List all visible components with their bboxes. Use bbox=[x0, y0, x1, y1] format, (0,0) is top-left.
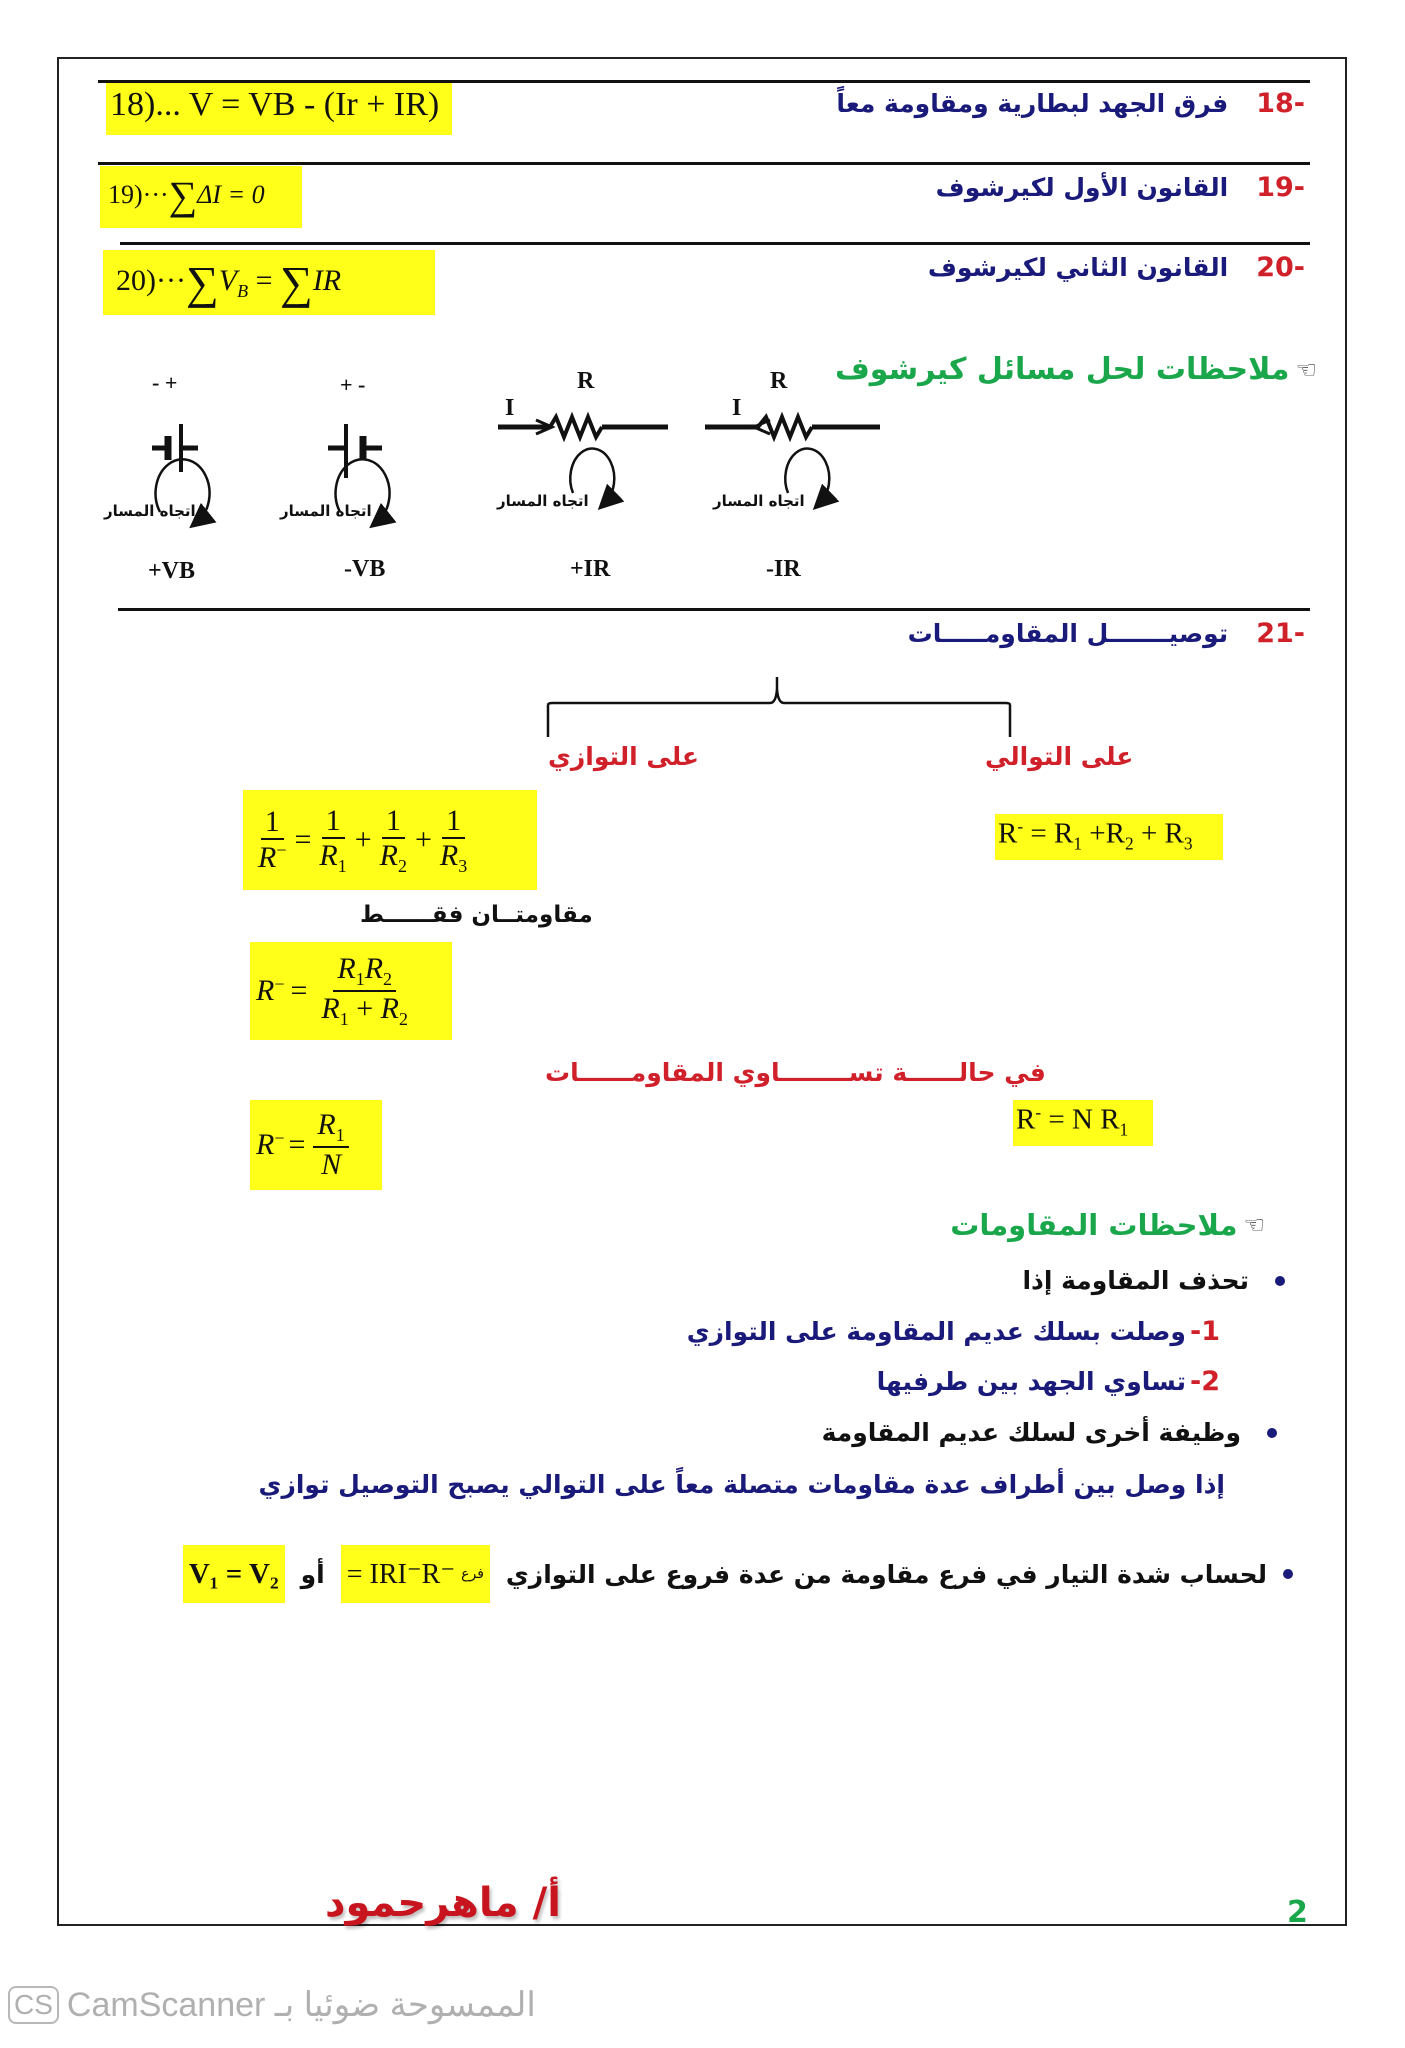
heading-text: ملاحظات المقاومات bbox=[950, 1208, 1238, 1242]
sum-symbol: ∑ bbox=[168, 173, 198, 218]
sum-symbol: ∑ bbox=[185, 257, 219, 308]
denominator bbox=[317, 992, 412, 1030]
branch-subscript: فرع bbox=[461, 1566, 484, 1582]
fraction bbox=[315, 804, 350, 877]
term: + R bbox=[1140, 817, 1184, 850]
fraction bbox=[376, 804, 411, 877]
superscript: - bbox=[1017, 816, 1024, 836]
equal-parallel-formula bbox=[256, 1102, 353, 1188]
series-formula bbox=[998, 816, 1193, 854]
item-number: -19 bbox=[1256, 172, 1305, 203]
resistor-symbol-backward bbox=[705, 417, 880, 503]
numerator: 1 bbox=[382, 804, 405, 839]
fraction bbox=[313, 1108, 348, 1182]
term: R bbox=[380, 992, 399, 1026]
resistance-notes-heading bbox=[950, 1208, 1265, 1242]
subscript: 2 bbox=[1125, 833, 1134, 854]
bullet-row-branch-current bbox=[188, 1545, 1293, 1603]
page-number: 2 bbox=[1287, 1895, 1308, 1930]
resistor-label: R bbox=[770, 368, 788, 394]
rhs: N R bbox=[1072, 1103, 1120, 1136]
superscript: − bbox=[274, 974, 285, 994]
numbered-item bbox=[687, 1316, 1220, 1347]
sign-label: +IR bbox=[570, 556, 611, 582]
equals: = bbox=[255, 264, 273, 297]
item-number: -20 bbox=[1256, 252, 1305, 283]
formula-body: ΔI = 0 bbox=[197, 180, 265, 209]
branch-current-formula bbox=[341, 1545, 490, 1603]
item-18-title-row bbox=[836, 88, 1305, 119]
sign-label: -VB bbox=[344, 556, 386, 582]
lhs: R bbox=[1016, 1103, 1036, 1136]
item-text: وصلت بسلك عديم المقاومة على التوازي bbox=[686, 1317, 1186, 1346]
subscript: 1 bbox=[355, 969, 365, 990]
subscript: 3 bbox=[1183, 833, 1193, 854]
equals: = bbox=[294, 823, 312, 856]
equal-series-formula bbox=[1016, 1102, 1128, 1140]
author-signature: أ/ ماهرحمود bbox=[325, 1880, 561, 1926]
sign-label: -IR bbox=[766, 556, 801, 582]
bullet-item bbox=[822, 1418, 1277, 1447]
voltage-equal-formula: V₁ = V₂ bbox=[183, 1545, 285, 1603]
resistor-symbol-forward bbox=[498, 417, 668, 503]
two-resistor-formula bbox=[256, 946, 416, 1036]
formula-prefix: 20)··· bbox=[116, 264, 186, 297]
item-title: القانون الأول لكيرشوف bbox=[935, 173, 1229, 202]
battery-polarity-label: + - bbox=[340, 372, 366, 397]
term: R bbox=[364, 952, 384, 986]
term: +R bbox=[1089, 817, 1125, 850]
formula-lhs-sub: B bbox=[237, 281, 249, 301]
item-number: 2- bbox=[1189, 1366, 1220, 1397]
formula-19 bbox=[108, 172, 265, 219]
subscript: 1 bbox=[339, 1009, 349, 1030]
bullet-text: تحذف المقاومة إذا bbox=[1022, 1266, 1249, 1295]
formula-20 bbox=[116, 256, 341, 309]
current-label: I bbox=[505, 395, 515, 421]
subscript: 2 bbox=[383, 969, 393, 990]
lhs: R bbox=[998, 817, 1018, 850]
formula-rhs: IR bbox=[312, 264, 342, 297]
battery-polarity-label: - + bbox=[152, 370, 178, 395]
term: R bbox=[337, 952, 356, 986]
item-number: -18 bbox=[1256, 88, 1305, 119]
sum-symbol: ∑ bbox=[280, 257, 313, 308]
item-number: 1- bbox=[1189, 1316, 1220, 1347]
numerator: 1 bbox=[322, 804, 345, 839]
term: N bbox=[321, 1147, 342, 1181]
term: R bbox=[1054, 817, 1074, 850]
camscanner-watermark bbox=[8, 1985, 536, 2025]
equal-resistances-label: في حالــــــة تســــــــاوي المقاومــــــات bbox=[545, 1058, 1046, 1087]
bullet-icon bbox=[1275, 1276, 1285, 1286]
divider bbox=[118, 608, 1310, 611]
equals: = bbox=[1030, 817, 1047, 850]
equals: = bbox=[1048, 1103, 1065, 1136]
equals: = bbox=[290, 974, 308, 1007]
numerator: 1 bbox=[442, 804, 465, 839]
pointing-hand-icon: ☜ bbox=[1295, 355, 1317, 384]
path-direction-label: اتجاه المسار bbox=[713, 492, 805, 510]
plus: + bbox=[354, 823, 372, 856]
bullet-icon bbox=[1283, 1569, 1293, 1579]
subscript: 3 bbox=[458, 855, 468, 876]
or-label: أو bbox=[300, 1559, 325, 1589]
path-direction-label: اتجاه المسار bbox=[497, 492, 589, 510]
superscript: − bbox=[274, 1128, 285, 1148]
subscript: 2 bbox=[397, 855, 407, 876]
item-text: تساوي الجهد بين طرفيها bbox=[876, 1367, 1186, 1396]
fraction bbox=[254, 805, 290, 876]
formula-body: = IRI⁻R⁻ bbox=[346, 1559, 456, 1590]
numerator bbox=[313, 1108, 348, 1148]
resistor-label: R bbox=[577, 368, 595, 394]
superscript: − bbox=[276, 839, 287, 860]
formula-prefix: 19)··· bbox=[108, 180, 169, 209]
formula-lhs: V bbox=[218, 264, 238, 297]
heading-text: ملاحظات لحل مسائل كيرشوف bbox=[834, 352, 1290, 387]
item-title: القانون الثاني لكيرشوف bbox=[927, 253, 1229, 282]
path-direction-label: اتجاه المسار bbox=[280, 502, 372, 520]
subscript: 1 bbox=[335, 1124, 345, 1145]
bullet-icon bbox=[1267, 1428, 1277, 1438]
numerator bbox=[333, 952, 396, 992]
pointing-hand-icon: ☜ bbox=[1243, 1211, 1265, 1239]
divider bbox=[120, 242, 1310, 245]
parallel-formula bbox=[250, 795, 475, 885]
current-label: I bbox=[732, 395, 742, 421]
term: R bbox=[317, 1107, 336, 1141]
equals: = bbox=[288, 1128, 306, 1161]
sign-label: +VB bbox=[148, 558, 196, 584]
plus: + bbox=[414, 823, 432, 856]
numbered-item bbox=[877, 1366, 1220, 1397]
lhs: R bbox=[256, 1128, 275, 1161]
denominator: R bbox=[439, 838, 459, 872]
fraction bbox=[317, 952, 412, 1029]
numerator: 1 bbox=[261, 805, 284, 840]
item-title: توصيـــــــل المقاومـــــات bbox=[907, 619, 1229, 648]
two-resistors-label: مقاومتــان فقــــــط bbox=[360, 902, 593, 928]
parallel-label: على التوازي bbox=[548, 742, 699, 771]
subscript: 1 bbox=[1119, 1119, 1129, 1140]
term: R bbox=[321, 992, 340, 1026]
denominator bbox=[317, 1148, 345, 1183]
item-20-title-row bbox=[928, 252, 1305, 283]
camscanner-logo-icon: CS bbox=[8, 1986, 59, 2025]
series-label: على التوالي bbox=[985, 742, 1134, 771]
fraction bbox=[436, 804, 471, 877]
bullet-detail: إذا وصل بين أطراف عدة مقاومات متصلة معاً على التوالي يصبح التوصيل توازي bbox=[258, 1470, 1225, 1499]
divider bbox=[98, 162, 1310, 165]
formula-18: 18)... V = VB - (Ir + IR) bbox=[110, 86, 440, 123]
denominator: R bbox=[258, 840, 277, 874]
item-19-title-row bbox=[936, 172, 1305, 203]
item-number: -21 bbox=[1256, 618, 1305, 649]
denominator: R bbox=[319, 838, 338, 872]
superscript: - bbox=[1035, 1102, 1042, 1122]
bullet-text: وظيفة أخرى لسلك عديم المقاومة bbox=[821, 1418, 1241, 1447]
subscript: 1 bbox=[1073, 833, 1083, 854]
subscript: 2 bbox=[398, 1009, 408, 1030]
denominator: R bbox=[379, 838, 398, 872]
brace-icon bbox=[540, 675, 1020, 740]
item-21-title-row bbox=[908, 618, 1305, 649]
item-title: فرق الجهد لبطارية ومقاومة معاً bbox=[836, 89, 1229, 118]
subscript: 1 bbox=[337, 855, 347, 876]
plus: + bbox=[356, 992, 374, 1026]
path-direction-label: اتجاه المسار bbox=[104, 502, 196, 520]
bullet-item bbox=[1022, 1266, 1285, 1295]
bullet-text: لحساب شدة التيار في فرع مقاومة من عدة فروع على التوازي bbox=[505, 1559, 1267, 1589]
lhs: R bbox=[256, 974, 275, 1007]
watermark-text: الممسوحة ضوئيا بـ CamScanner bbox=[66, 1986, 536, 2024]
